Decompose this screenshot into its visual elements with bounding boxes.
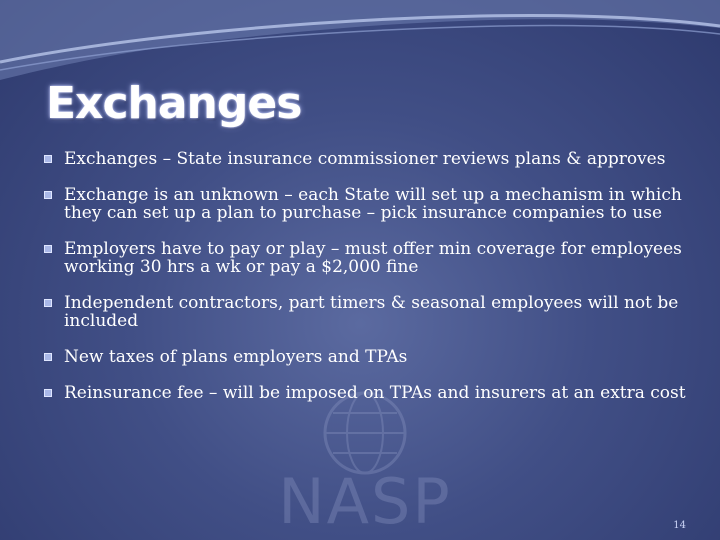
bullet-text: Exchanges – State insurance commissioner reviews plans & approves: [64, 149, 666, 169]
header-swoosh: [0, 0, 720, 90]
square-bullet-icon: [44, 389, 52, 397]
square-bullet-icon: [44, 191, 52, 199]
bullet-text: New taxes of plans employers and TPAs: [64, 347, 408, 367]
square-bullet-icon: [44, 245, 52, 253]
bullet-list: [44, 150, 694, 402]
bullet-text: Employers have to pay or play – must offer min coverage for employees working 30 hrs a wk or pay a $2,000 fine: [64, 239, 682, 277]
bullet-item: [44, 240, 694, 276]
square-bullet-icon: [44, 155, 52, 163]
bullet-text: Exchange is an unknown – each State will set up a mechanism in which they can set up a plan to purchase – pick insurance companies to use: [64, 185, 682, 223]
bullet-text: Reinsurance fee – will be imposed on TPAs and insurers at an extra cost: [64, 383, 686, 403]
bullet-text: Independent contractors, part timers & seasonal employees will not be included: [64, 293, 679, 331]
square-bullet-icon: [44, 299, 52, 307]
bullet-item: [44, 294, 694, 330]
square-bullet-icon: [44, 353, 52, 361]
bullet-item: [44, 384, 694, 402]
page-number: 14: [673, 520, 686, 531]
bullet-item: [44, 348, 694, 366]
watermark-text: NASP: [278, 465, 452, 538]
bullet-item: [44, 150, 694, 168]
slide-title: Exchanges: [46, 78, 302, 129]
bullet-item: [44, 186, 694, 222]
nasp-watermark-logo: [255, 385, 475, 538]
